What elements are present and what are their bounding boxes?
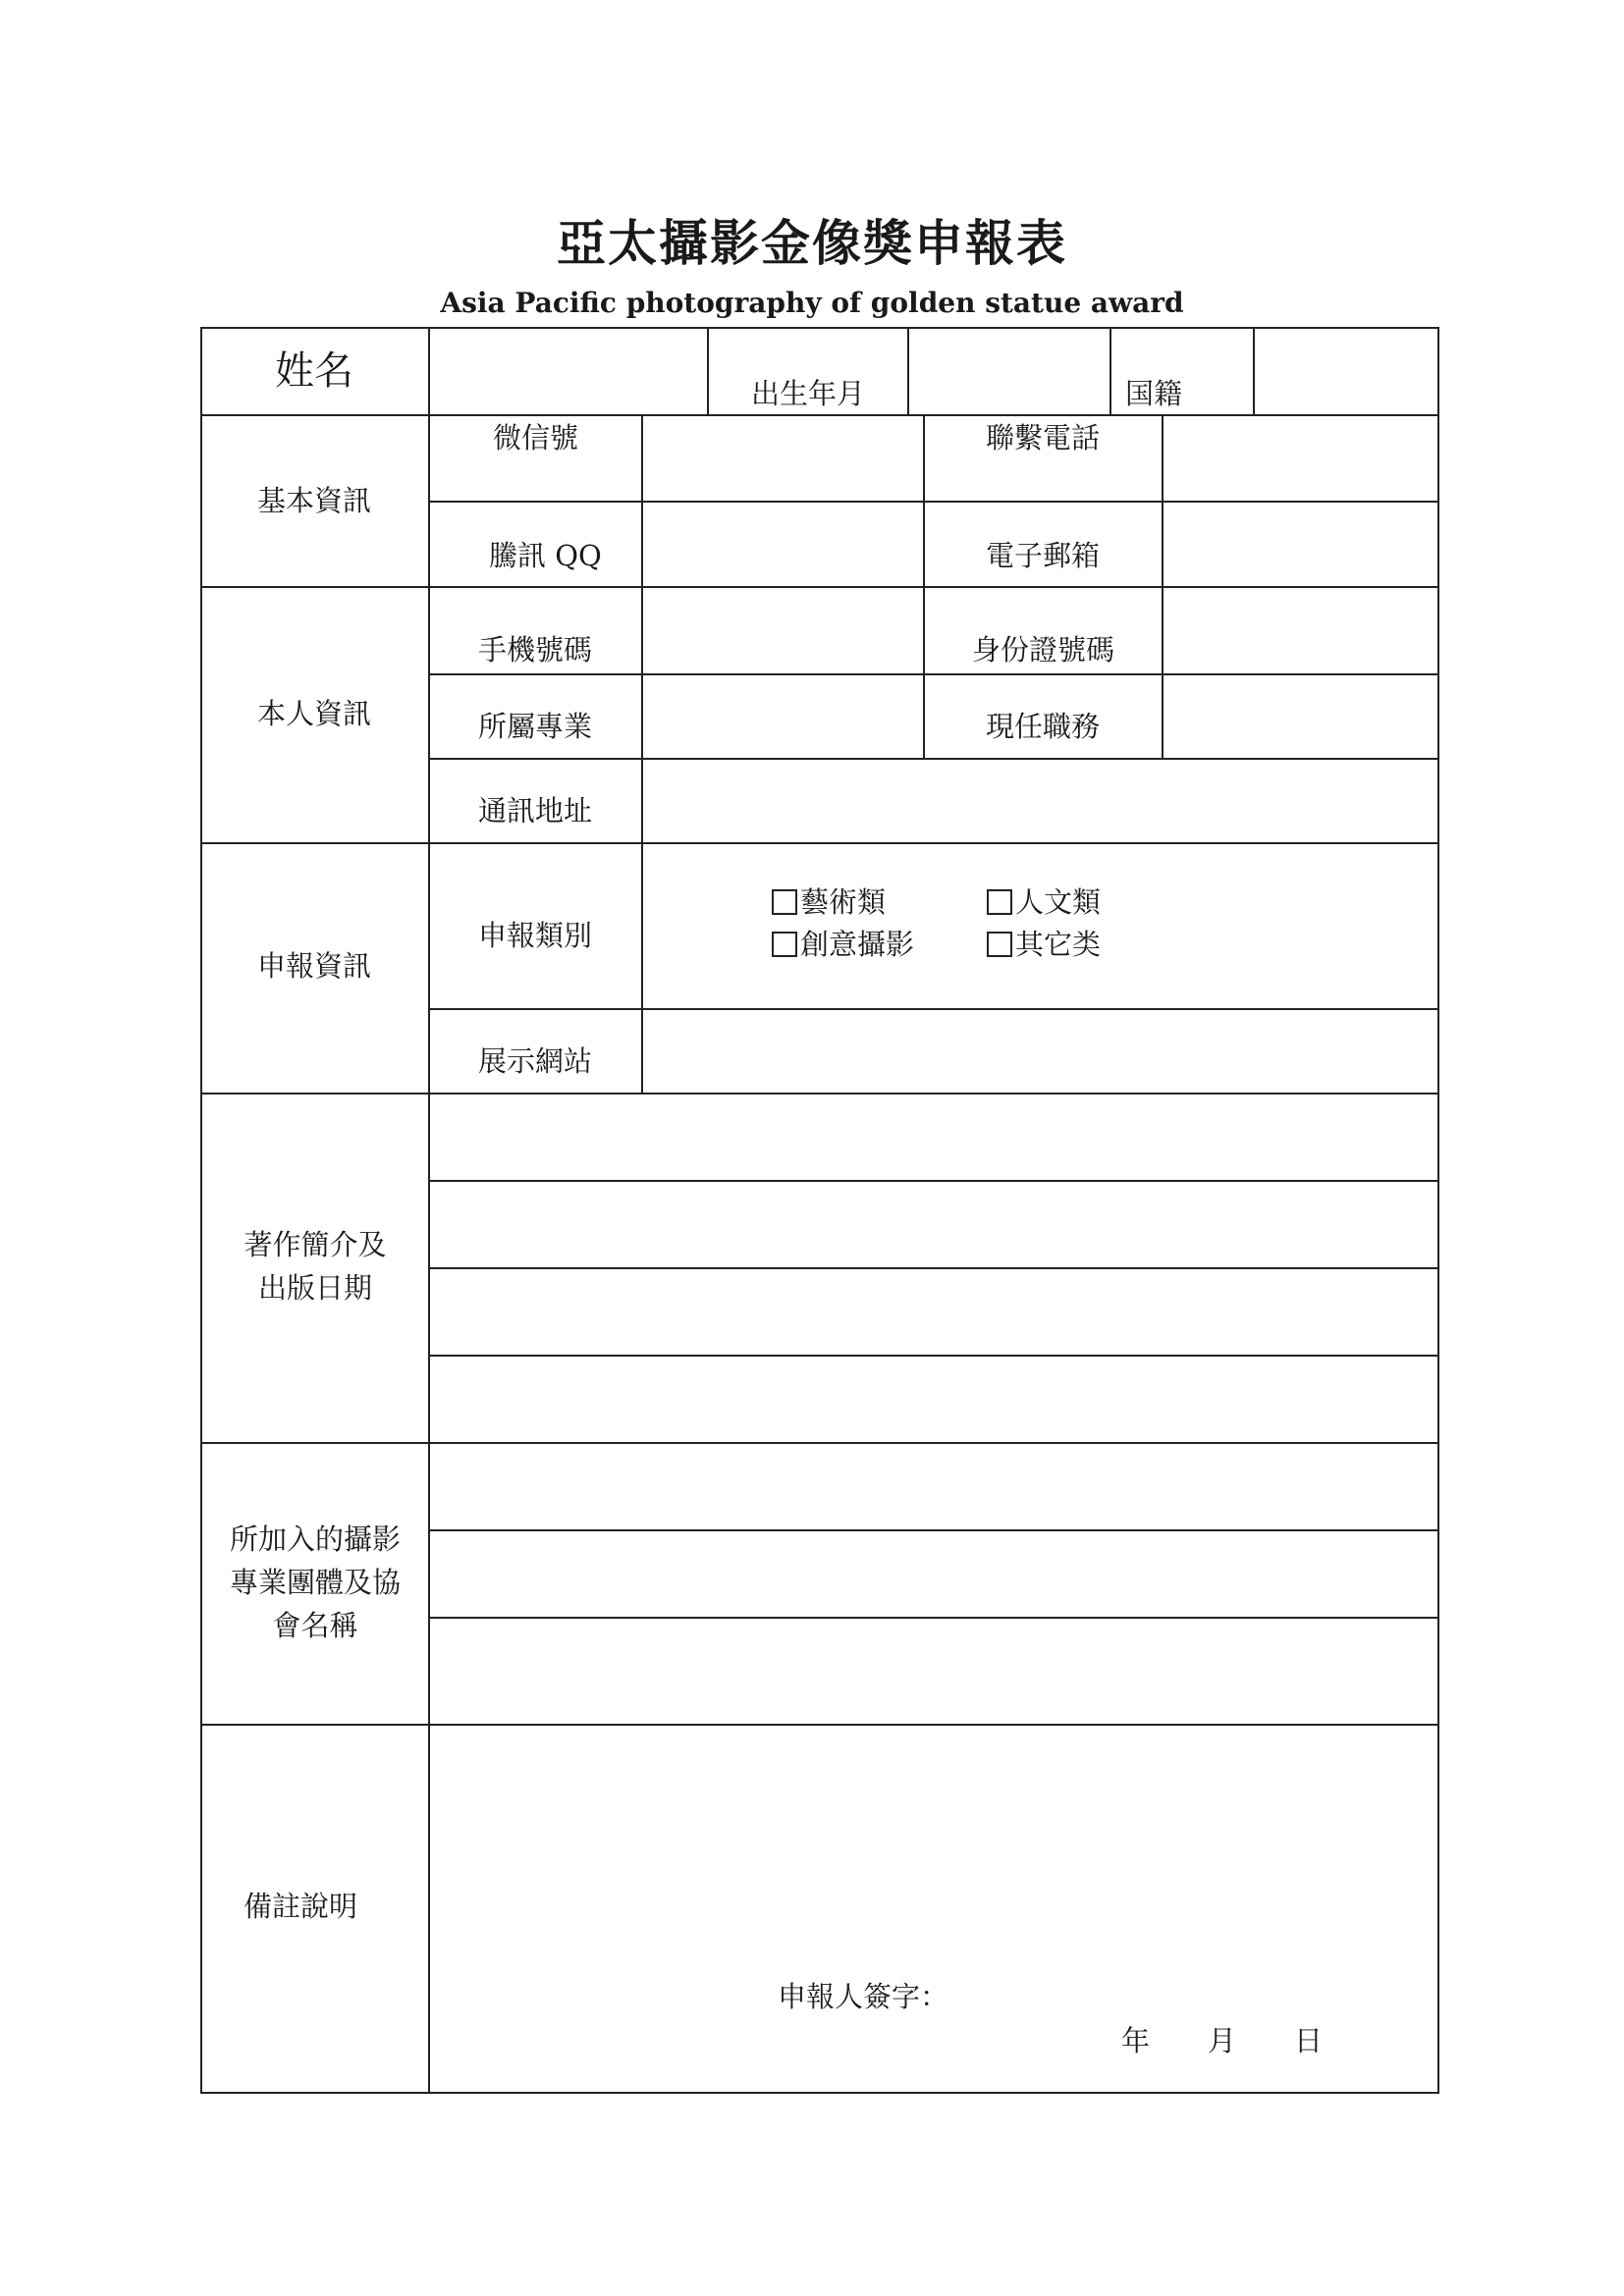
- category-option-humanities[interactable]: [987, 885, 1102, 919]
- organization-line-field[interactable]: [430, 1444, 1436, 1528]
- major-field[interactable]: [643, 675, 922, 757]
- table-border-right: [1437, 327, 1439, 2094]
- remarks-field[interactable]: [430, 1726, 1436, 1971]
- works-section-label: [202, 1223, 428, 1309]
- checkbox-icon: [772, 932, 797, 957]
- wechat-label: 微信號: [493, 421, 579, 454]
- category-option-label: 其它类: [1015, 928, 1102, 961]
- website-label: 展示網站: [478, 1044, 593, 1078]
- col-divider: [707, 327, 709, 415]
- checkbox-icon: [987, 889, 1012, 915]
- works-line-field[interactable]: [430, 1182, 1436, 1266]
- organizations-label-line: 所加入的攝影: [229, 1522, 401, 1556]
- date-month-label: 月: [1208, 2024, 1237, 2057]
- organizations-label-line: 專業團體及協: [229, 1566, 401, 1599]
- works-line-field[interactable]: [430, 1095, 1436, 1179]
- category-option-label: 創意攝影: [800, 928, 915, 961]
- organization-line-field[interactable]: [430, 1619, 1436, 1723]
- email-label: 電子郵箱: [986, 539, 1101, 572]
- application-info-section-label: 申報資訊: [257, 949, 372, 983]
- category-option-art[interactable]: [772, 885, 887, 919]
- date-day-label: 日: [1294, 2024, 1324, 2057]
- signature-field[interactable]: [938, 1973, 1232, 2016]
- category-option-label: 藝術類: [800, 885, 887, 919]
- position-field[interactable]: [1164, 675, 1436, 757]
- row-divider: [200, 842, 1439, 844]
- category-label: 申報類別: [478, 919, 593, 952]
- works-line-field[interactable]: [430, 1269, 1436, 1354]
- organization-line-field[interactable]: [430, 1531, 1436, 1616]
- category-option-label: 人文類: [1015, 885, 1102, 919]
- category-option-other[interactable]: [987, 928, 1102, 961]
- birth-date-label: 出生年月: [751, 377, 866, 410]
- organizations-section-label: [202, 1518, 428, 1647]
- email-field[interactable]: [1164, 503, 1436, 585]
- category-option-creative[interactable]: [772, 928, 915, 961]
- col-divider: [1110, 327, 1111, 415]
- col-divider: [923, 414, 925, 759]
- works-label-line: 著作簡介及: [244, 1228, 387, 1261]
- phone-label: 聯繫電話: [986, 421, 1101, 454]
- table-border-left: [200, 327, 202, 2094]
- nationality-field[interactable]: [1255, 329, 1436, 413]
- qq-field[interactable]: [643, 503, 922, 585]
- birth-date-field[interactable]: [909, 329, 1109, 413]
- personal-info-section-label: 本人資訊: [257, 697, 372, 730]
- website-field[interactable]: [643, 1010, 1436, 1092]
- signature-label: 申報人簽字：: [778, 1980, 949, 2013]
- table-border-bottom: [200, 2092, 1439, 2094]
- wechat-field[interactable]: [643, 416, 922, 500]
- name-field[interactable]: [430, 329, 706, 413]
- works-line-field[interactable]: [430, 1357, 1436, 1441]
- remarks-section-label: 備註說明: [244, 1890, 358, 1923]
- name-label: 姓名: [275, 348, 353, 394]
- organizations-label-line: 會名稱: [272, 1609, 358, 1642]
- mobile-label: 手機號碼: [478, 633, 593, 667]
- major-label: 所屬專業: [478, 710, 593, 743]
- id-number-field[interactable]: [1164, 588, 1436, 672]
- checkbox-icon: [987, 932, 1012, 957]
- id-number-label: 身份證號碼: [972, 633, 1115, 667]
- mobile-field[interactable]: [643, 588, 922, 672]
- basic-info-section-label: 基本資訊: [257, 484, 372, 517]
- works-label-line: 出版日期: [257, 1271, 372, 1305]
- checkbox-icon: [772, 889, 797, 915]
- address-label: 通訊地址: [478, 794, 593, 828]
- form-subtitle: Asia Pacific photography of golden statue award: [440, 287, 1184, 319]
- qq-label: 騰訊 QQ: [489, 539, 602, 572]
- position-label: 現任職務: [986, 710, 1101, 743]
- phone-field[interactable]: [1164, 416, 1436, 500]
- date-year-label: 年: [1121, 2024, 1151, 2057]
- nationality-label: 国籍: [1125, 377, 1183, 410]
- address-field[interactable]: [643, 760, 1436, 841]
- form-title: 亞太攝影金像獎申報表: [557, 214, 1067, 272]
